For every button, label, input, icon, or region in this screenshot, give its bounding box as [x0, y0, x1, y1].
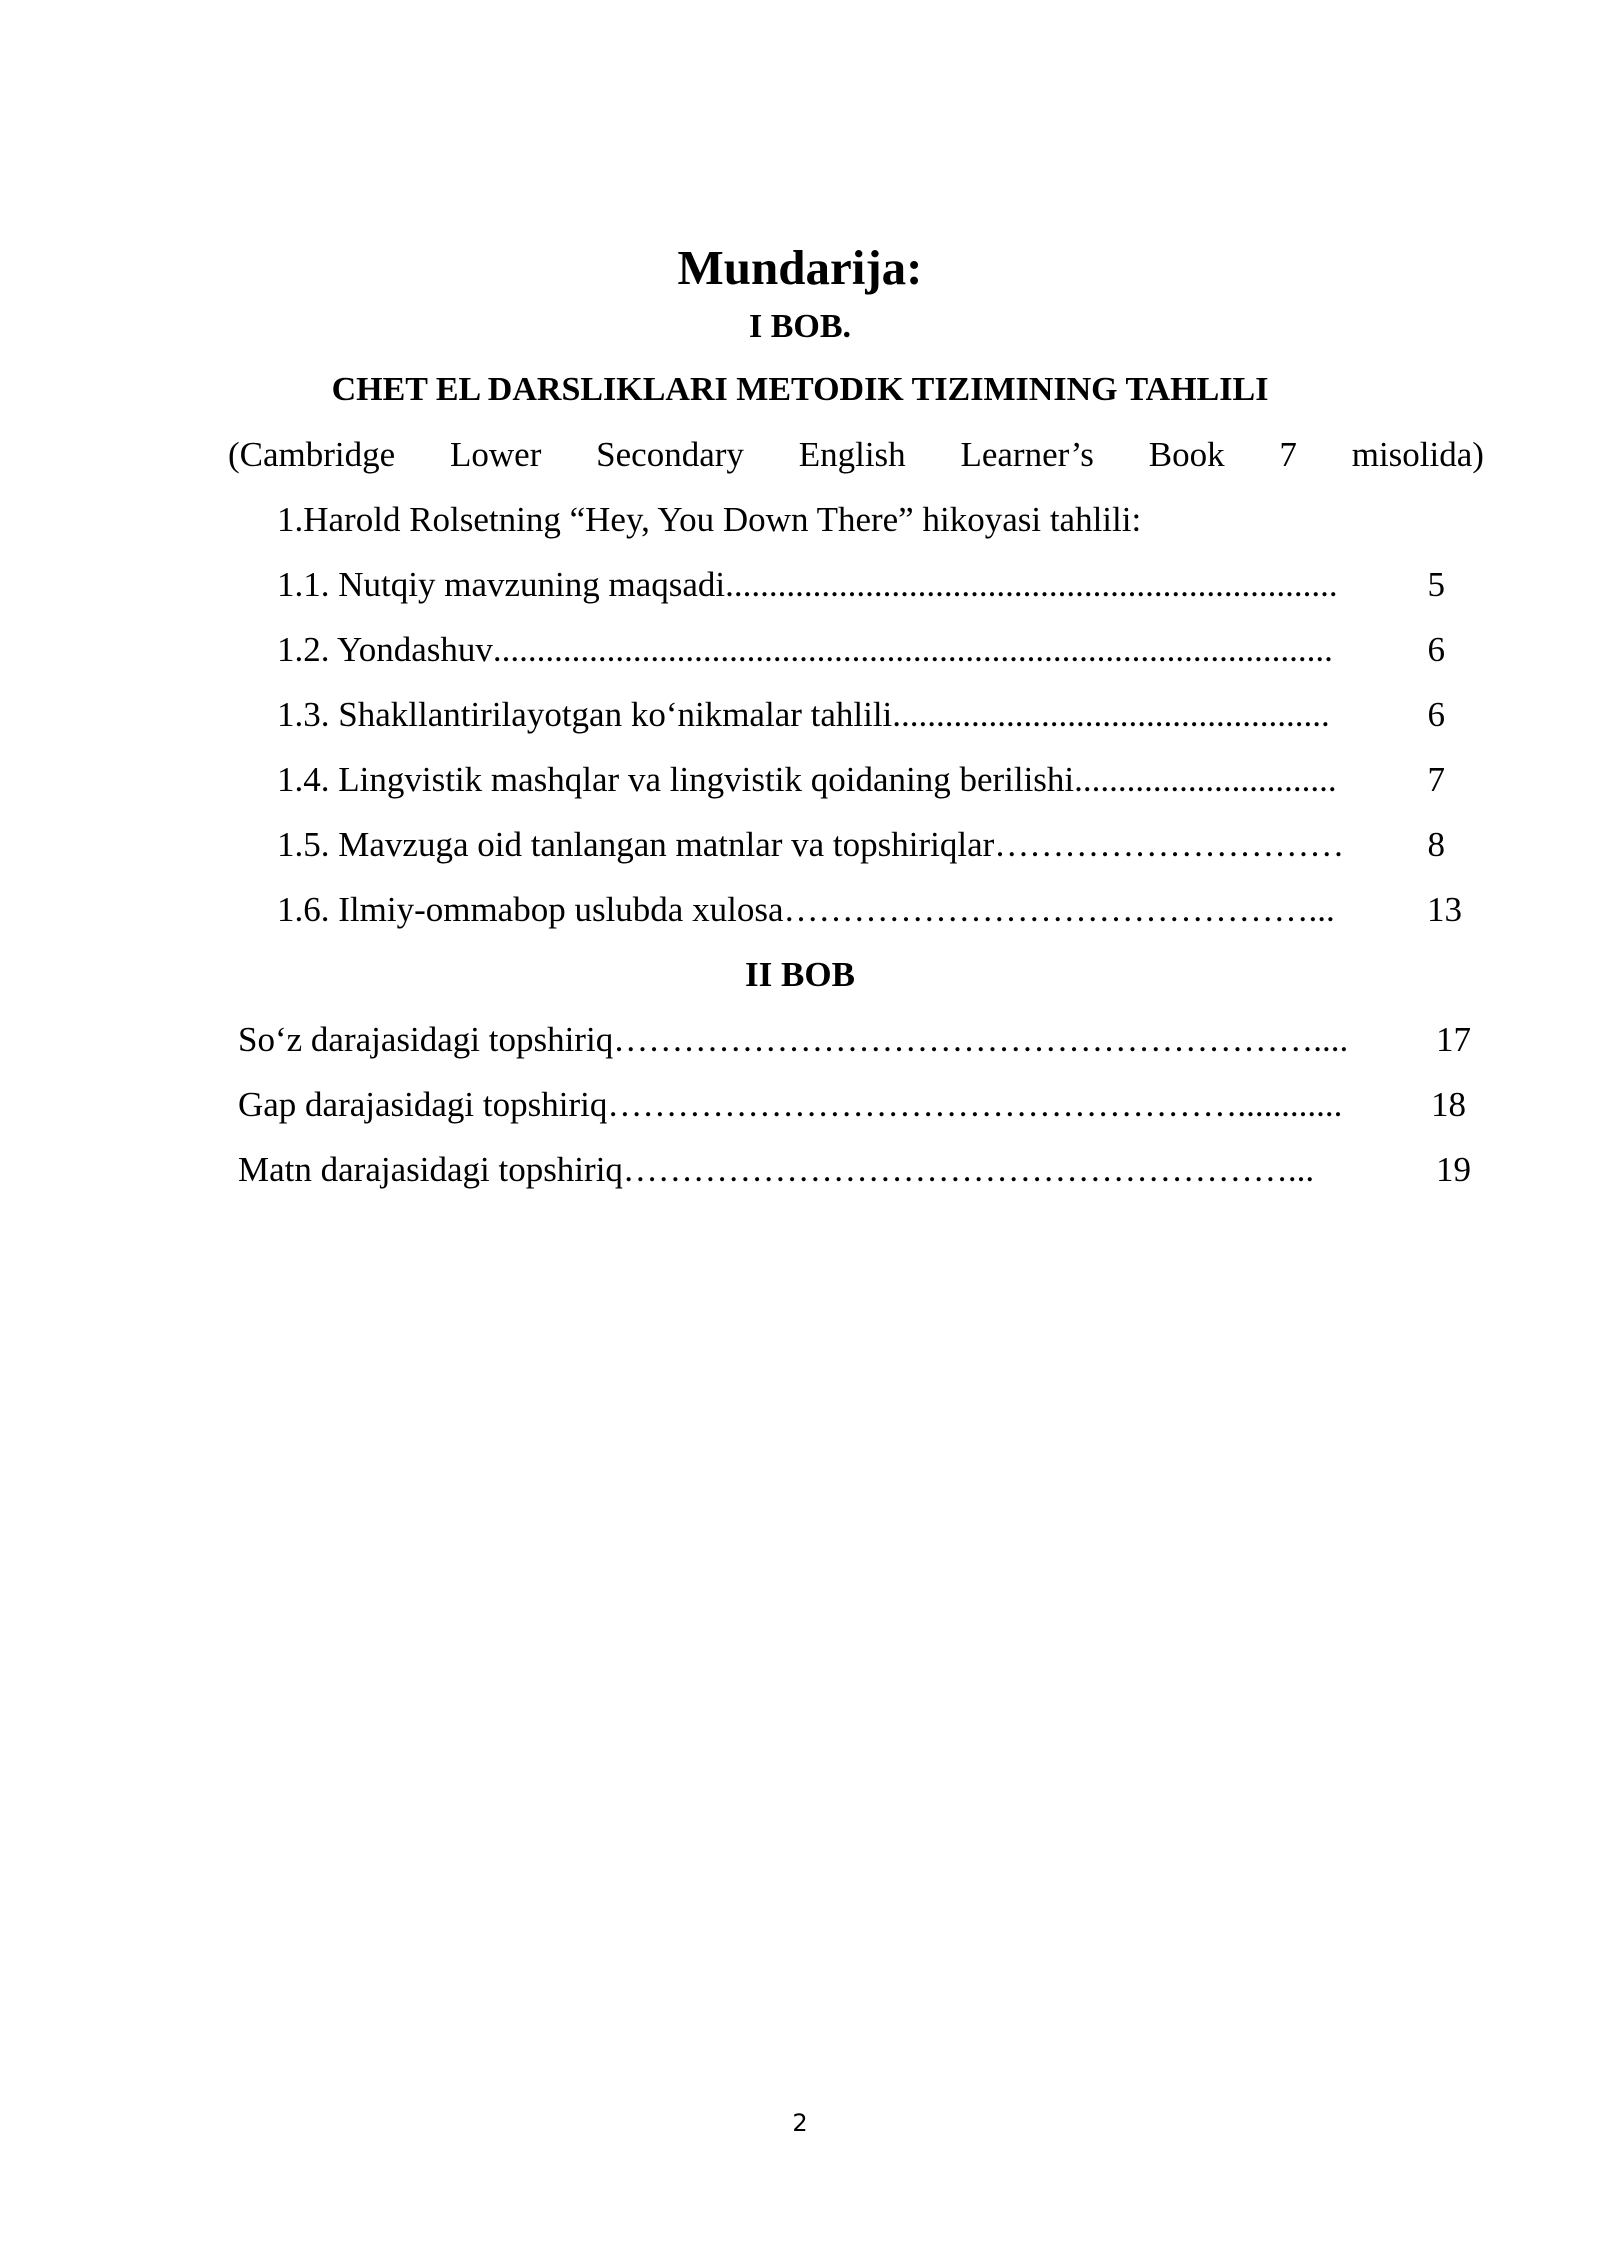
subtitle-word: Learner’s: [960, 435, 1094, 474]
toc-entry-2-3[interactable]: [238, 1147, 1471, 1193]
toc-entry-2-1[interactable]: [238, 1017, 1471, 1063]
toc-leader-dots: …………………………: [994, 825, 1345, 864]
page-number: 2: [792, 2109, 808, 2137]
story-heading: 1.Harold Rolsetning “Hey, You Down There” hikoyasi tahlili:: [277, 500, 1142, 539]
chapter-1-title: CHET EL DARSLIKLARI METODIK TIZIMINING TAHLILI: [331, 371, 1269, 408]
toc-entry-label: So‘z darajasidagi topshiriq: [238, 1020, 614, 1059]
toc-page-number: 7: [1427, 760, 1445, 799]
subtitle-word: (Cambridge: [228, 435, 396, 474]
subtitle-word: Book: [1148, 435, 1225, 474]
toc-leader-dots: ......................................................................: [725, 565, 1338, 604]
toc-leader-dots: ………………………………………………............: [607, 1085, 1343, 1124]
toc-leader-dots: ................................................................................................: [492, 630, 1333, 669]
toc-leader-dots: ..................................................: [892, 695, 1330, 734]
toc-page-number: 6: [1427, 630, 1445, 669]
toc-page-number: 18: [1431, 1085, 1466, 1124]
toc-entry-label: Gap darajasidagi topshiriq: [238, 1085, 608, 1124]
subtitle-word: Lower: [450, 435, 542, 474]
subtitle-word: 7: [1279, 435, 1297, 474]
toc-leader-dots: ..............................: [1074, 760, 1337, 799]
toc-leader-dots: ………………………………………...: [783, 890, 1335, 929]
toc-entry-label: 1.6. Ilmiy-ommabop uslubda xulosa: [277, 890, 784, 929]
toc-entry-1-4[interactable]: [277, 757, 1445, 803]
toc-entry-1-6[interactable]: [277, 887, 1462, 933]
toc-page-number: 8: [1427, 825, 1445, 864]
toc-entry-label: 1.2. Yondashuv: [277, 630, 493, 669]
toc-entry-label: 1.3. Shakllantirilayotgan ko‘nikmalar tahlili: [277, 695, 893, 734]
toc-entry-1-3[interactable]: [277, 692, 1445, 738]
subtitle-word: English: [798, 435, 906, 474]
toc-page-number: 13: [1427, 890, 1462, 929]
toc-entry-label: 1.5. Mavzuga oid tanlangan matnlar va topshiriqlar: [277, 825, 995, 864]
toc-entry-label: 1.4. Lingvistik mashqlar va lingvistik qoidaning berilishi: [277, 760, 1075, 799]
toc-entry-1-1[interactable]: [277, 562, 1445, 608]
toc-leader-dots: ……………………………………………………....: [613, 1020, 1349, 1059]
toc-entry-1-5[interactable]: [277, 822, 1445, 868]
chapter-1-label: I BOB.: [748, 308, 852, 345]
toc-leader-dots: …………………………………………………...: [622, 1150, 1315, 1189]
toc-page-number: 5: [1427, 565, 1445, 604]
toc-page-number: 17: [1436, 1020, 1471, 1059]
toc-entry-1-2[interactable]: [277, 627, 1445, 673]
toc-entry-label: 1.1. Nutqiy mavzuning maqsadi: [277, 565, 726, 604]
subtitle-word: misolida): [1351, 435, 1484, 474]
toc-entry-label: Matn darajasidagi topshiriq: [238, 1150, 623, 1189]
page-title: Mundarija:: [677, 240, 923, 295]
toc-page-number: 19: [1436, 1150, 1471, 1189]
toc-entry-2-2[interactable]: [238, 1082, 1466, 1128]
chapter-2-label: II BOB: [745, 955, 855, 994]
toc-page-number: 6: [1427, 695, 1445, 734]
chapter-1-subtitle: [228, 432, 1484, 478]
subtitle-word: Secondary: [596, 435, 744, 474]
